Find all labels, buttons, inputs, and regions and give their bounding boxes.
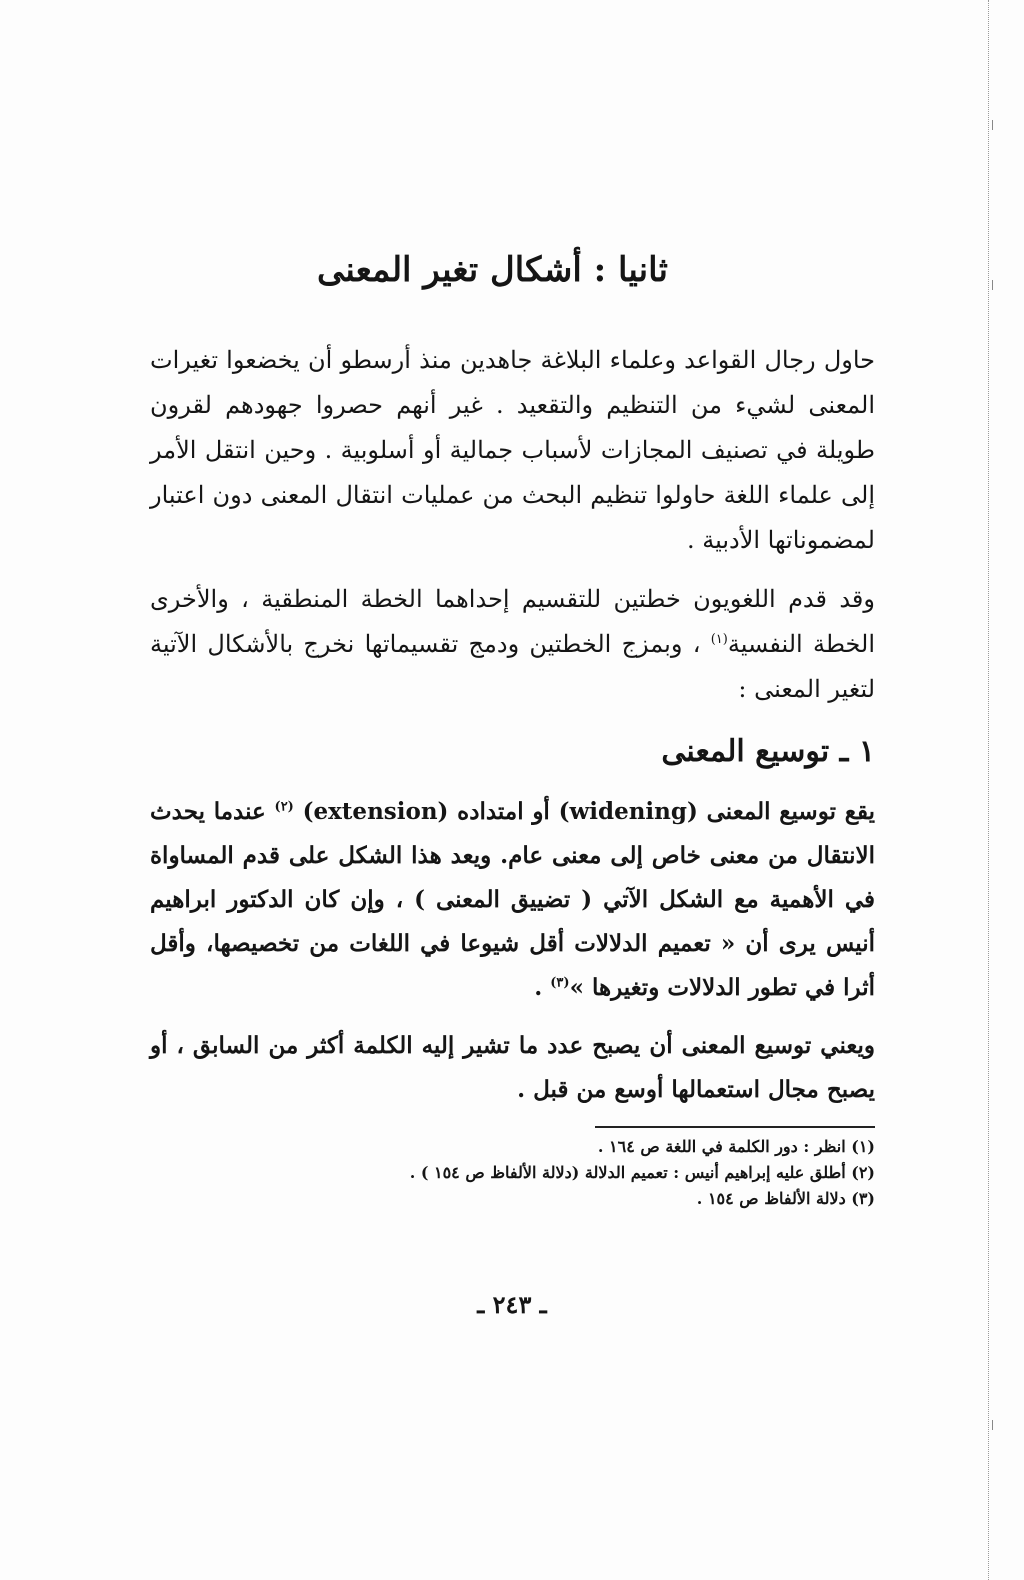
paragraph-plans-rest: ، وبمزج الخطتين ودمج تقسيماتها نخرج بالأشكال الآتية لتغير المعنى : (150, 630, 875, 703)
edge-tick (992, 120, 997, 130)
paragraph-plans-line1: وقد قدم اللغويون خطتين للتقسيم إحداهما الخطة المنطقية ، والأخرى (150, 585, 875, 613)
paragraph-plans (150, 577, 875, 712)
page-number: ـ ٢٤٣ ـ (477, 1290, 547, 1319)
extension-english-term: (extension) (302, 798, 449, 825)
footnote-ref-2[interactable]: (٢) (274, 799, 294, 815)
page-edge-line (988, 0, 989, 1580)
edge-tick (992, 280, 997, 290)
paragraph-widening-meaning: ويعني توسيع المعنى أن يصبح عدد ما تشير إليه الكلمة أكثر من السابق ، أو يصبح مجال استعمالها أوسع من قبل . (150, 1032, 875, 1103)
page-title: ثانيا : أشكال تغير المعنى (317, 250, 668, 290)
paragraph-plans-psych: الخطة النفسية (727, 630, 875, 658)
footnote-1: (١) انظر : دور الكلمة في اللغة ص ١٦٤ . (597, 1137, 875, 1156)
paragraph-intro: حاول رجال القواعد وعلماء البلاغة جاهدين منذ أرسطو أن يخضعوا تغيرات المعنى لشيء من التنظيم والتقعيد . غير أنهم حصروا جهودهم لقرون طويلة في تصنيف المجازات لأسباب جمالية أو أسلوبية . وحين انتقل الأمر إلى علماء اللغة حاولوا تنظيم البحث من عمليات انتقال المعنى دون اعتبار لمضموناتها الأدبية . (150, 346, 875, 554)
edge-tick (992, 1420, 997, 1430)
widening-part1: يقع توسيع المعنى (706, 798, 876, 825)
footnote-divider (595, 1126, 875, 1128)
widening-part3: عندما يحدث الانتقال من معنى خاص إلى معنى عام. ويعد هذا الشكل على قدم المساواة في الأهمية مع الشكل الآتي ( تضييق المعنى ) ، وإن كان الدكتور ابراهيم أنيس يرى أن « تعميم الدلالات أقل شيوعا في اللغات من تخصيصها، وأقل أثرا في تطور الدلالات وتغيرها » (150, 798, 875, 1001)
widening-part2: أو امتداده (457, 798, 550, 825)
paragraph-widening (150, 790, 875, 1010)
footnote-3: (٣) دلالة الألفاظ ص ١٥٤ . (696, 1189, 875, 1208)
widening-english-term: (widening) (558, 798, 698, 825)
footnote-ref-1[interactable]: (١) (710, 632, 728, 647)
section-heading: ١ ـ توسيع المعنى (661, 734, 875, 769)
footnote-ref-3[interactable]: (٣) (550, 975, 570, 991)
footnote-2: (٢) أطلق عليه إبراهيم أنيس : تعميم الدلالة (دلالة الألفاظ ص ١٥٤ ) . (409, 1163, 875, 1182)
page-content (150, 240, 875, 1212)
widening-end: . (534, 974, 543, 1001)
